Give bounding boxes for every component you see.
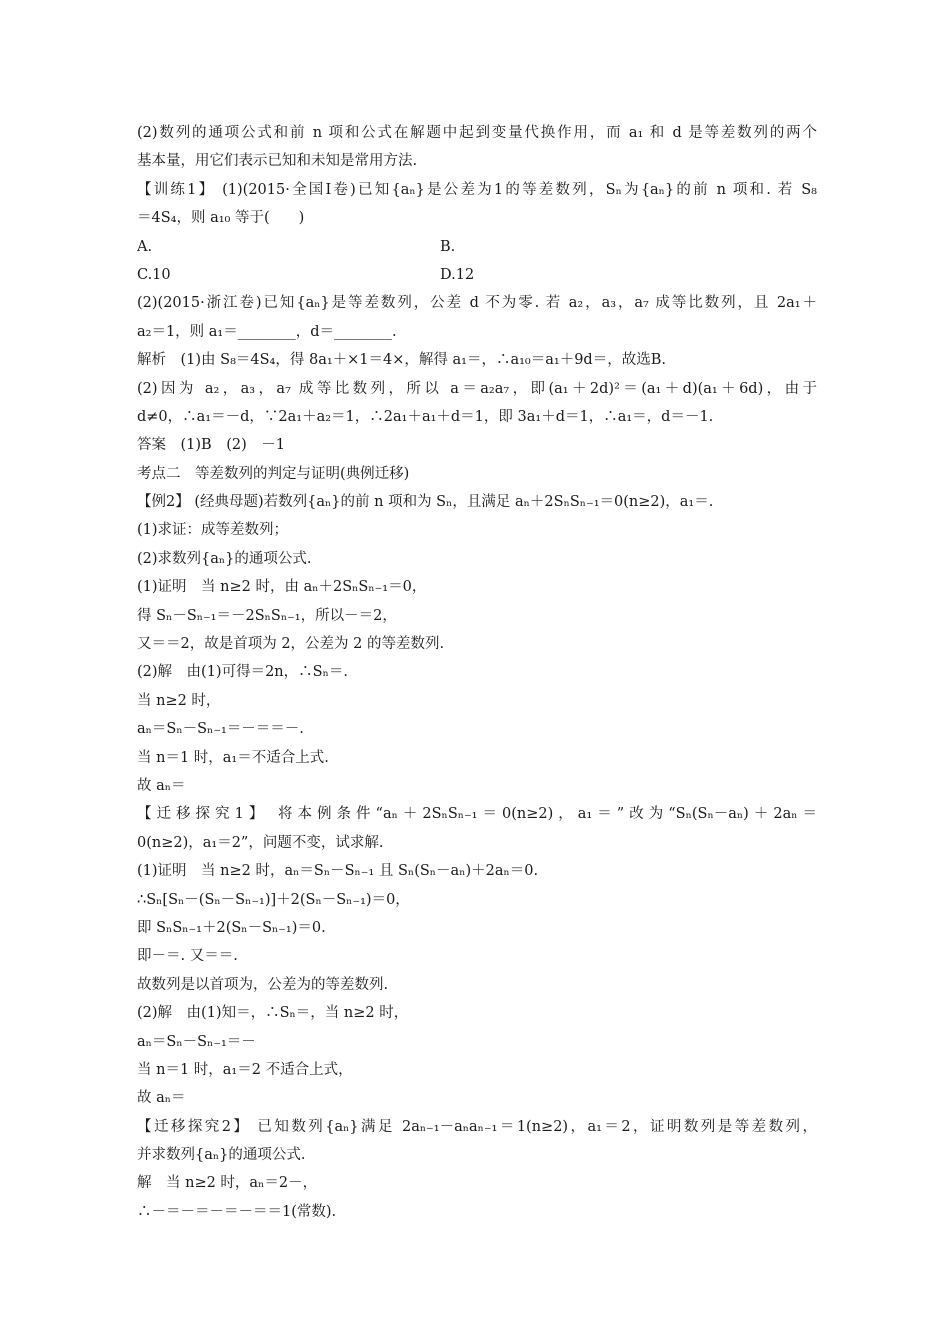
text-line: 故 aₙ＝ [137, 777, 186, 794]
text-line: (1)证明 当 n≥2 时，由 aₙ＋2SₙSₙ₋₁＝0， [137, 579, 427, 596]
text-line: (2)解 由(1)知＝，∴Sₙ＝，当 n≥2 时， [137, 1005, 409, 1022]
text-line: 解 当 n≥2 时，aₙ＝2－， [137, 1175, 318, 1192]
text-line: (2)求数列{aₙ}的通项公式. [137, 550, 312, 567]
text-line: 得 Sₙ－Sₙ₋₁＝－2SₙSₙ₋₁，所以－＝2， [137, 607, 397, 624]
option-d: D.12 [440, 266, 475, 283]
text-line: ∴－＝－＝－＝－＝＝1(常数). [137, 1203, 337, 1220]
option-b: B. [440, 238, 456, 255]
option-a: A. [137, 238, 153, 255]
text-line: (1)求证：成等差数列； [137, 522, 289, 539]
text-line: ∴Sₙ[Sₙ－(Sₙ－Sₙ₋₁)]＋2(Sₙ－Sₙ₋₁)＝0， [137, 891, 410, 908]
text-line: 故数列是以首项为，公差为的等差数列. [137, 976, 389, 993]
text-line: a₂＝1，则 a₁＝________，d＝________. [137, 323, 397, 340]
text-line: 【训练1】 (1)(2015·全国Ⅰ卷)已知{aₙ}是公差为1的等差数列，Sₙ为{aₙ}的前 n 项和. 若 S₈ [137, 181, 817, 198]
text-line: aₙ＝Sₙ－Sₙ₋₁＝－＝＝－. [137, 721, 304, 738]
text-line: (2)数列的通项公式和前 n 项和公式在解题中起到变量代换作用，而 a₁ 和 d 是等差数列的两个 [137, 125, 817, 141]
text-line: 0(n≥2)，a₁＝2”，问题不变，试求解. [137, 834, 384, 851]
option-row-1 [137, 233, 817, 261]
text-line: 【迁移探究1】 将本例条件“aₙ＋2SₙSₙ₋₁＝0(n≥2)，a₁＝”改为“Sₙ(Sₙ－aₙ)＋2aₙ＝ [137, 806, 817, 823]
text-line: 当 n≥2 时， [137, 692, 221, 709]
option-c: C.10 [137, 266, 171, 283]
document-page [137, 119, 817, 1226]
text-line: d≠0，∴a₁＝－d，∵2a₁＋a₂＝1，∴2a₁＋a₁＋d＝1，即 3a₁＋d＝1，∴a₁＝，d＝－1. [137, 408, 714, 425]
option-row-2 [137, 261, 817, 289]
text-line: aₙ＝Sₙ－Sₙ₋₁＝－ [137, 1033, 256, 1050]
text-line: (2)解 由(1)可得＝2n，∴Sₙ＝. [137, 664, 348, 681]
text-line: 基本量，用它们表示已知和未知是常用方法. [137, 153, 418, 170]
text-line: 【迁移探究2】 已知数列{aₙ}满足 2aₙ₋₁－aₙaₙ₋₁＝1(n≥2)，a₁＝2，证明数列是等差数列， [137, 1118, 817, 1135]
section-heading: 考点二 等差数列的判定与证明(典例迁移) [137, 465, 410, 482]
text-line: 当 n＝1 时，a₁＝2 不适合上式， [137, 1061, 353, 1078]
text-line: 即－＝. 又＝＝. [137, 948, 238, 965]
text-line: (2)因为 a₂，a₃，a₇ 成等比数列，所以 a＝a₂a₇，即(a₁＋2d)²＝(a₁＋d)(a₁＋6d)，由于 [137, 380, 817, 397]
text-line: (1)证明 当 n≥2 时，aₙ＝Sₙ－Sₙ₋₁ 且 Sₙ(Sₙ－aₙ)＋2aₙ＝0. [137, 863, 539, 880]
text-line: 又＝＝2，故是首项为 2，公差为 2 的等差数列. [137, 636, 445, 653]
text-line: 解析 (1)由 S₈＝4S₄，得 8a₁＋×1＝4×，解得 a₁＝，∴a₁₀＝a₁＋9d＝，故选B. [137, 352, 666, 369]
text-line: ＝4S₄，则 a₁₀ 等于( ) [137, 210, 305, 227]
answer-line: 答案 (1)B (2) －1 [137, 437, 285, 454]
text-line: 【例2】 (经典母题)若数列{aₙ}的前 n 项和为 Sₙ，且满足 aₙ＋2SₙSₙ₋₁＝0(n≥2)，a₁＝. [137, 494, 714, 511]
text-line: 故 aₙ＝ [137, 1090, 186, 1107]
text-line: (2)(2015·浙江卷)已知{aₙ}是等差数列，公差 d 不为零. 若 a₂，a₃，a₇ 成等比数列，且 2a₁＋ [137, 295, 817, 312]
text-line: 即 SₙSₙ₋₁＋2(Sₙ－Sₙ₋₁)＝0. [137, 919, 326, 936]
text-line: 并求数列{aₙ}的通项公式. [137, 1147, 306, 1164]
text-line: 当 n＝1 时，a₁＝不适合上式. [137, 749, 329, 766]
